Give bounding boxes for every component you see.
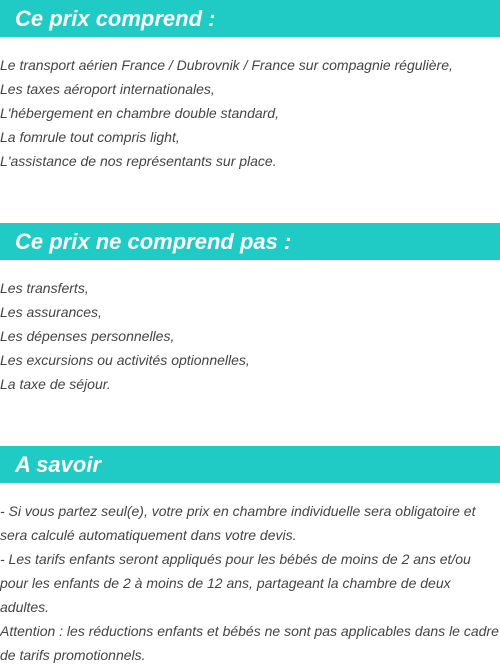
- list-item: La taxe de séjour.: [0, 376, 111, 392]
- section-header-not-included: [0, 223, 500, 260]
- section-header-included: [0, 0, 500, 37]
- section-header-to-know: [0, 446, 500, 483]
- not-included-list: [0, 276, 500, 396]
- list-item: Les assurances,: [0, 304, 102, 320]
- list-item: Les taxes aéroport internationales,: [0, 81, 215, 97]
- info-paragraph: - Les tarifs enfants seront appliqués pour les bébés de moins de 2 ans et/ou pour les enfants de 2 à moins de 12 ans, partageant la chambre de deux adultes.: [0, 551, 471, 615]
- info-paragraph: Attention : les réductions enfants et bébés ne sont pas applicables dans le cadre de tarifs promotionnels.: [0, 623, 499, 663]
- section-title: A savoir: [15, 452, 102, 477]
- list-item: L'assistance de nos représentants sur place.: [0, 153, 277, 169]
- section-title: Ce prix ne comprend pas :: [15, 229, 292, 254]
- included-list: [0, 53, 500, 173]
- list-item: L'hébergement en chambre double standard,: [0, 105, 279, 121]
- list-item: Les excursions ou activités optionnelles,: [0, 352, 250, 368]
- list-item: Les dépenses personnelles,: [0, 328, 175, 344]
- list-item: La fomrule tout compris light,: [0, 129, 180, 145]
- to-know-text: [0, 499, 500, 667]
- list-item: Les transferts,: [0, 280, 89, 296]
- section-title: Ce prix comprend :: [15, 6, 216, 31]
- info-paragraph: - Si vous partez seul(e), votre prix en chambre individuelle sera obligatoire et sera calculé automatiquement dans votre devis.: [0, 503, 476, 543]
- list-item: Le transport aérien France / Dubrovnik / France sur compagnie régulière,: [0, 57, 453, 73]
